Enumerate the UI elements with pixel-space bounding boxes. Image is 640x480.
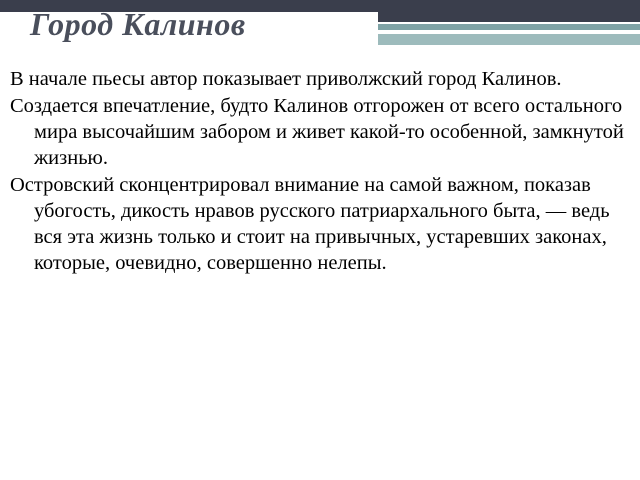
paragraph: Создается впечатление, будто Калинов отгорожен от всего остального мира высочайшим забором и живет какой-то особенной, замкнутой жизнью. <box>10 95 624 169</box>
header-accent-bar <box>378 34 640 45</box>
paragraph: Островский сконцентрировал внимание на самой важном, показав убогость, дикость нравов русского патриархального быта, — ведь вся эта жизнь только и стоит на привычных, устаревших законах, которые, очевидно, совершенно нелепы. <box>10 174 610 274</box>
slide-body <box>10 66 632 277</box>
slide-title: Город Калинов <box>30 6 246 42</box>
paragraph: В начале пьесы автор показывает приволжский город Калинов. <box>10 68 562 90</box>
